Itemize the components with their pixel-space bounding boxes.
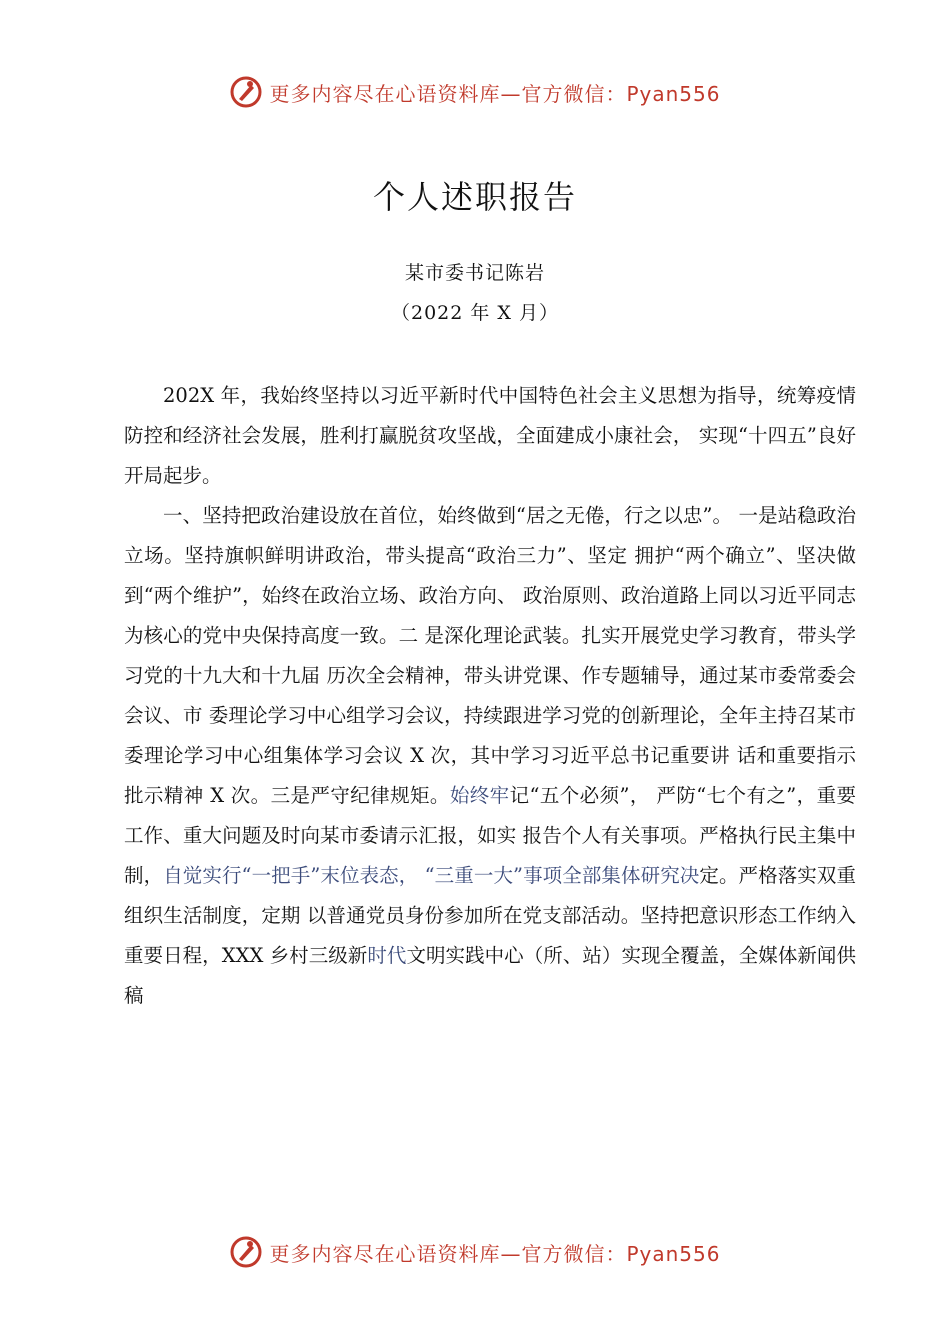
document-date: （2022 年 X 月） xyxy=(391,302,559,324)
paragraph-section-one xyxy=(124,496,856,1016)
document-body xyxy=(124,376,856,1016)
pen-nib-circle-icon xyxy=(229,75,263,109)
paragraph-text: 记“五个必须”， 严防“七个有之”，重要工作、重大问题及时向某市委请示汇报，如实 报告个人有关事项。严格执行民主集中制， xyxy=(124,784,856,887)
banner-text: 更多内容尽在心语资料库—官方微信：Pyan556 xyxy=(269,1241,721,1266)
paragraph-intro: 202X 年，我始终坚持以习近平新时代中国特色社会主义思想为指导，统筹疫情防控和经济社会发展，胜利打赢脱贫攻坚战，全面建成小康社会， 实现“十四五”良好开局起步。 xyxy=(124,384,856,487)
watermark-banner-bottom xyxy=(0,1232,950,1272)
banner-text: 更多内容尽在心语资料库—官方微信：Pyan556 xyxy=(269,81,721,106)
paragraph-text: 一、坚持把政治建设放在首位，始终做到“居之无倦，行之以忠”。 一是站稳政治立场。坚持旗帜鲜明讲政治，带头提高“政治三力”、坚定 拥护“两个确立”、坚决做到“两个维护”，始终在政治立场、政治方向、 政治原则、政治道路上同以习近平同志为核心的党中央保持高度一致。二 是深化理论武装。扎实开展党史学习教育，带头学习党的十九大和十九届 历次全会精神，带头讲党课、作专题辅导，通过某市委常委会会议、市 委理论学习中心组学习会议，持续跟进学习党的创新理论，全年主持召某市委理论学习中心组集体学习会议 X 次，其中学习习近平总书记重要讲 话和重要指示批示精神 X 次。三是严守纪律规矩。 xyxy=(124,504,856,807)
paragraph-text: 文明实践中心（所、站）实现全覆盖，全媒体新闻供稿 xyxy=(124,944,856,1007)
highlight-text: 始终牢 xyxy=(449,784,510,807)
highlight-text: 自觉实行“一把手”末位表态， “三重一大”事项全部集体研究决 xyxy=(163,864,700,887)
document-title: 个人述职报告 xyxy=(372,178,577,216)
highlight-text: 时代 xyxy=(367,944,407,967)
watermark-banner-top xyxy=(0,72,950,112)
document-author: 某市委书记陈岩 xyxy=(404,262,545,284)
pen-nib-circle-icon xyxy=(229,1235,263,1269)
paragraph-text: 定。严格落实双重组织生活制度，定期 以普通党员身份参加所在党支部活动。坚持把意识形态工作纳入重要日程，XXX 乡村三级新 xyxy=(124,864,856,967)
